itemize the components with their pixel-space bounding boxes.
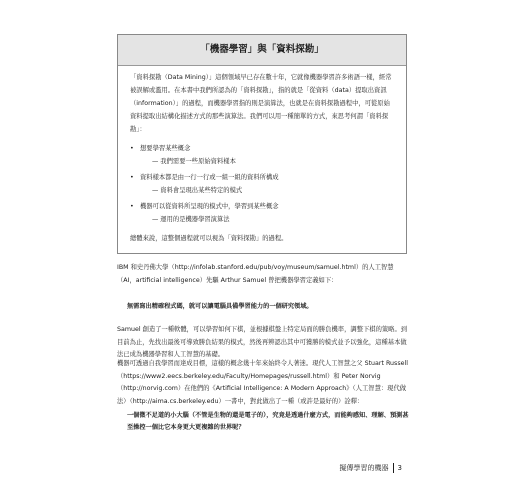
body-paragraph-3: [117, 358, 409, 408]
bullet-item: [130, 171, 396, 197]
paragraph-text: IBM 和史丹佛大學（http://infolab.stanford.edu/pub/voy/museum/samuel.html）的人工智慧（AI，artificial intelligence）先驅 Arthur Samuel 曾把機器學習定義如下：: [117, 264, 394, 284]
bullet-sub: — 我們需要一些原始資料樣本: [152, 158, 236, 165]
paragraph-text: Samuel 創造了一種軟體，可以學習如何下棋，並根據棋盤上特定局面的勝負機率，調整下棋的策略。到目前為止，先找出最後可導致勝負結果的模式，然後再辨認出其中可獲勝的模式並予以強化，這種基本做法已成為機器學習和人工智慧的基礎。: [117, 326, 408, 358]
page-number: 3: [397, 464, 402, 472]
paragraph-text: 機器可透過自我學習而達成目標，這樣的概念幾十年來始終令人著迷。現代人工智慧之父 Stuart Russell（https://www2.eecs.berkeley.edu/Faculty/Homepages/russell.html）和 Peter Norvig（http://norvig.com）在他們的《Artificial Intelligence: A Modern Approach》（人工智慧：現代做法）（http://aima.cs.berkeley.edu）一書中，對此做出了一種（或許是最好的）詮釋：: [117, 360, 408, 405]
bullet-main: • 資料樣本都是由一行一行或一組一組的資料所構成: [130, 171, 396, 184]
bullet-sub: — 資料會呈現出某些特定的模式: [152, 187, 243, 194]
page-footer: [340, 463, 402, 473]
bullet-item: [130, 200, 396, 226]
sidebar-title: 「機器學習」與「資料探勘」: [118, 35, 406, 66]
quote-text: 無需寫出精確程式碼，就可以讓電腦具備學習能力的一個研究領域。: [127, 303, 313, 310]
quote-text: 一個微不足道的小大腦（不管是生物的還是電子的），究竟是透過什麼方式，而能夠感知、理解、預測甚至操控一個比它本身更大更複雜的世界呢？: [127, 412, 409, 431]
footer-divider: [393, 463, 394, 473]
quote-samuel: [127, 301, 409, 313]
body-paragraph-1: [117, 262, 409, 287]
bullet-main: • 想要學習某些概念: [130, 142, 396, 155]
body-paragraph-2: [117, 324, 409, 362]
sidebar-body: [130, 71, 396, 245]
quote-russell-norvig: [127, 410, 409, 434]
bullet-main: • 機器可以從資料所呈現的模式中，學習到某些概念: [130, 200, 396, 213]
sidebar-bullet-list: [130, 142, 396, 226]
bullet-item: [130, 142, 396, 168]
sidebar-intro: 「資料探勘（Data Mining）」這個領域早已存在數十年，它就像機器學習許多術語一樣，經常被誤解或濫用。在本書中我們所認為的「資料探勘」，指的就是「從資料（data）提取出資訊（information）」的過程，而機器學習指的則是演算法，也就是在資料探勘過程中，可從原始資料提取出結構化描述方式的那些演算法。我們可以用一種簡單的方式，來思考何謂「資料探勘」：: [130, 74, 392, 133]
bullet-sub: — 運用的是機器學習演算法: [152, 216, 230, 223]
chapter-title: 擬傳學習的機器: [339, 464, 389, 472]
sidebar-box: [117, 34, 407, 254]
sidebar-summary: 總體來說，這整個過程就可以視為「資料探勘」的過程。: [130, 235, 288, 242]
